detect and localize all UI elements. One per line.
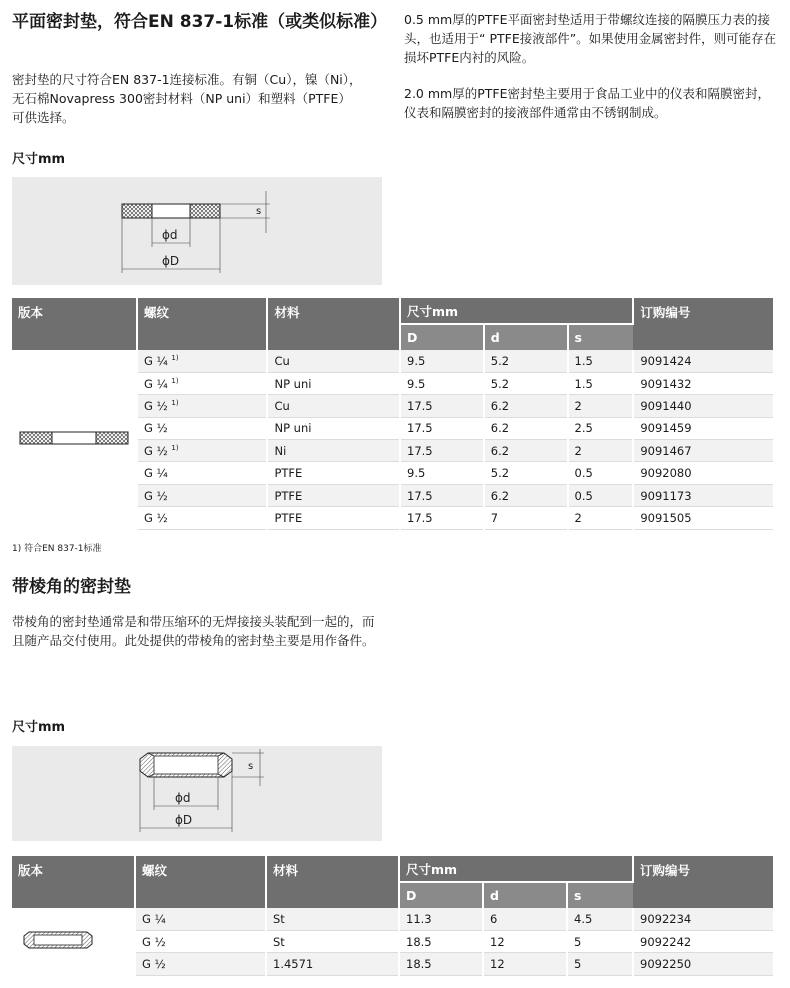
cell-material-value: PTFE bbox=[274, 488, 303, 503]
cell-material-value: St bbox=[273, 934, 285, 949]
footnote-marker: 1) bbox=[171, 399, 179, 408]
cell-d bbox=[484, 507, 568, 529]
cell-d bbox=[484, 440, 568, 462]
cell-material bbox=[267, 440, 400, 462]
cell-order-value: 9091173 bbox=[640, 488, 692, 503]
cell-material-value: St bbox=[273, 911, 285, 926]
cell-d bbox=[484, 395, 568, 417]
cell-thread-value: G ½ bbox=[142, 956, 166, 971]
cell-thread bbox=[135, 930, 266, 952]
cell-order bbox=[633, 484, 773, 506]
cell-s-value: 4.5 bbox=[574, 911, 593, 926]
cell-D-value: 18.5 bbox=[406, 934, 432, 949]
cell-thread-value: G ¼ bbox=[144, 353, 168, 368]
cell-thread-value: G ½ bbox=[144, 510, 168, 525]
header-D: D bbox=[399, 882, 483, 908]
cell-D bbox=[400, 372, 484, 394]
cell-material-value: Cu bbox=[274, 398, 290, 413]
cell-s-value: 2.5 bbox=[574, 421, 593, 436]
cell-s-value: 0.5 bbox=[574, 488, 593, 503]
cell-s-value: 0.5 bbox=[574, 466, 593, 481]
cell-s bbox=[568, 372, 634, 394]
cell-thread bbox=[137, 462, 267, 484]
cell-material bbox=[267, 507, 400, 529]
cell-D-value: 9.5 bbox=[407, 376, 426, 391]
flat-gasket-drawing bbox=[12, 177, 382, 285]
cell-s bbox=[568, 484, 634, 506]
cell-material bbox=[266, 930, 399, 952]
cell-thread-value: G ¼ bbox=[142, 911, 166, 926]
header-s: s bbox=[568, 324, 634, 350]
cell-material-value: PTFE bbox=[274, 510, 303, 525]
cell-material-value: NP uni bbox=[274, 376, 312, 391]
cell-thread-value: G ½ bbox=[142, 934, 166, 949]
cell-d-value: 12 bbox=[490, 934, 505, 949]
cell-material bbox=[267, 350, 400, 372]
flat-gasket-diagram bbox=[12, 177, 382, 285]
section1-dims-label: 尺寸mm bbox=[12, 152, 66, 167]
cell-thread bbox=[135, 908, 266, 930]
chamfered-gasket-s-label: s bbox=[248, 761, 254, 772]
header-order: 订购编号 bbox=[633, 856, 773, 908]
cell-order-value: 9091459 bbox=[640, 421, 692, 436]
cell-thread bbox=[137, 395, 267, 417]
cell-material bbox=[267, 484, 400, 506]
cell-thread-value: G ½ bbox=[144, 488, 168, 503]
cell-d-value: 6 bbox=[490, 911, 498, 926]
header-s: s bbox=[567, 882, 633, 908]
cell-D bbox=[400, 484, 484, 506]
cell-material bbox=[266, 953, 399, 975]
cell-order bbox=[633, 395, 773, 417]
cell-s bbox=[567, 908, 633, 930]
chamfered-gasket-thumbnail bbox=[18, 929, 98, 951]
cell-order-value: 9092080 bbox=[640, 466, 692, 481]
cell-s bbox=[568, 507, 634, 529]
cell-s bbox=[568, 462, 634, 484]
cell-thread bbox=[137, 417, 267, 439]
cell-thread bbox=[137, 507, 267, 529]
flat-gasket-thumbnail bbox=[18, 427, 130, 449]
cell-material bbox=[267, 462, 400, 484]
cell-D bbox=[399, 930, 483, 952]
cell-D bbox=[400, 417, 484, 439]
cell-material bbox=[267, 395, 400, 417]
cell-order-value: 9091505 bbox=[640, 510, 692, 525]
cell-thread bbox=[137, 350, 267, 372]
cell-s-value: 2 bbox=[574, 398, 582, 413]
header-order: 订购编号 bbox=[633, 298, 773, 350]
footnote-marker: 1) bbox=[171, 354, 179, 363]
cell-s-value: 2 bbox=[574, 510, 582, 525]
cell-D-value: 18.5 bbox=[406, 956, 432, 971]
cell-d bbox=[484, 417, 568, 439]
cell-D bbox=[400, 440, 484, 462]
table-row bbox=[12, 908, 773, 930]
cell-d-value: 5.2 bbox=[490, 376, 510, 391]
cell-order bbox=[633, 350, 773, 372]
cell-order-value: 9091424 bbox=[640, 353, 692, 368]
section1-intro: 密封垫的尺寸符合EN 837-1连接标准。有铜（Cu），镍（Ni），无石棉Novapress 300密封材料（NP uni）和塑料（PTFE）可供选择。 bbox=[12, 72, 362, 125]
cell-order bbox=[633, 440, 773, 462]
chamfered-gasket-d-label: ϕd bbox=[175, 791, 191, 805]
cell-thread bbox=[137, 484, 267, 506]
cell-thread-value: G ¼ bbox=[144, 376, 168, 391]
cell-thread bbox=[137, 440, 267, 462]
cell-thread-value: G ½ bbox=[144, 443, 168, 458]
chamfered-gasket-drawing bbox=[12, 746, 382, 841]
cell-d-value: 5.2 bbox=[490, 353, 510, 368]
chamfered-gasket-version-image bbox=[12, 908, 135, 975]
table-row bbox=[12, 350, 773, 372]
cell-d-value: 7 bbox=[490, 510, 499, 525]
cell-d-value: 12 bbox=[490, 956, 505, 971]
flat-gasket-table bbox=[12, 298, 773, 530]
header-thread: 螺纹 bbox=[137, 298, 267, 350]
cell-s bbox=[568, 395, 634, 417]
cell-thread-value: G ½ bbox=[144, 421, 168, 436]
cell-order-value: 9091432 bbox=[640, 376, 692, 391]
header-dims: 尺寸mm bbox=[399, 856, 633, 882]
cell-order bbox=[633, 372, 773, 394]
cell-D bbox=[400, 507, 484, 529]
flat-gasket-d-label: ϕd bbox=[162, 228, 178, 242]
cell-s bbox=[567, 930, 633, 952]
header-thread: 螺纹 bbox=[135, 856, 266, 908]
cell-d-value: 6.2 bbox=[490, 488, 510, 503]
header-material: 材料 bbox=[267, 298, 400, 350]
cell-material-value: Cu bbox=[274, 353, 290, 368]
header-dims: 尺寸mm bbox=[400, 298, 633, 324]
cell-d bbox=[484, 484, 568, 506]
cell-thread-value: G ¼ bbox=[144, 466, 168, 481]
cell-order bbox=[633, 930, 773, 952]
cell-s bbox=[567, 953, 633, 975]
cell-s bbox=[568, 440, 634, 462]
cell-D-value: 17.5 bbox=[407, 443, 433, 458]
cell-material-value: Ni bbox=[274, 443, 287, 458]
header-d: d bbox=[483, 882, 567, 908]
cell-D bbox=[399, 908, 483, 930]
header-version: 版本 bbox=[12, 298, 137, 350]
cell-material-value: NP uni bbox=[274, 421, 312, 436]
header-D: D bbox=[400, 324, 484, 350]
cell-d bbox=[484, 372, 568, 394]
section2-title: 带棱角的密封垫 bbox=[12, 577, 131, 597]
header-version: 版本 bbox=[12, 856, 135, 908]
cell-d-value: 6.2 bbox=[490, 398, 510, 413]
cell-D-value: 17.5 bbox=[407, 510, 433, 525]
cell-d bbox=[484, 462, 568, 484]
cell-s-value: 1.5 bbox=[574, 376, 593, 391]
cell-material bbox=[267, 372, 400, 394]
cell-order-value: 9091467 bbox=[640, 443, 692, 458]
cell-s-value: 5 bbox=[574, 934, 582, 949]
chamfered-gasket-D-label: ϕD bbox=[175, 813, 193, 827]
cell-order-value: 9091440 bbox=[640, 398, 692, 413]
cell-order bbox=[633, 908, 773, 930]
cell-D-value: 9.5 bbox=[407, 353, 426, 368]
cell-material-value: PTFE bbox=[274, 466, 303, 481]
cell-d bbox=[484, 350, 568, 372]
flat-gasket-D-label: ϕD bbox=[162, 254, 180, 268]
flat-gasket-version-image bbox=[12, 350, 137, 529]
cell-D-value: 9.5 bbox=[407, 466, 426, 481]
cell-thread bbox=[135, 953, 266, 975]
header-material: 材料 bbox=[266, 856, 399, 908]
flat-gasket-s-label: s bbox=[256, 206, 262, 217]
cell-s-value: 2 bbox=[574, 443, 582, 458]
chamfered-gasket-table bbox=[12, 856, 773, 976]
footnote: 1) 符合EN 837-1标准 bbox=[12, 544, 102, 554]
cell-s bbox=[568, 417, 634, 439]
cell-thread bbox=[137, 372, 267, 394]
cell-thread-value: G ½ bbox=[144, 398, 168, 413]
section2-dims-label: 尺寸mm bbox=[12, 720, 66, 735]
cell-D-value: 17.5 bbox=[407, 421, 433, 436]
cell-order bbox=[633, 953, 773, 975]
section1-title: 平面密封垫，符合EN 837-1标准（或类似标准） bbox=[12, 12, 388, 32]
footnote-marker: 1) bbox=[171, 376, 179, 385]
section2-intro: 带棱角的密封垫通常是和带压缩环的无焊接接头装配到一起的，而且随产品交付使用。此处提供的带棱角的密封垫主要是用作备件。 bbox=[12, 614, 375, 648]
cell-d bbox=[483, 908, 567, 930]
cell-D bbox=[399, 953, 483, 975]
cell-s-value: 5 bbox=[574, 956, 582, 971]
cell-material bbox=[266, 908, 399, 930]
cell-order-value: 9092250 bbox=[640, 956, 692, 971]
cell-d-value: 5.2 bbox=[490, 466, 510, 481]
section1-right-paragraph-1: 0.5 mm厚的PTFE平面密封垫适用于带螺纹连接的隔膜压力表的接头，也适用于“ PTFE接液部件”。如果使用金属密封件，则可能存在损坏PTFE内衬的风险。 bbox=[404, 12, 777, 65]
chamfered-gasket-diagram bbox=[12, 746, 382, 841]
section1-right-paragraph-2: 2.0 mm厚的PTFE密封垫主要用于食品工业中的仪表和隔膜密封，仪表和隔膜密封的接液部件通常由不锈钢制成。 bbox=[404, 86, 770, 120]
cell-D bbox=[400, 350, 484, 372]
cell-D bbox=[400, 395, 484, 417]
cell-d-value: 6.2 bbox=[490, 443, 510, 458]
cell-order-value: 9092234 bbox=[640, 911, 692, 926]
header-d: d bbox=[484, 324, 568, 350]
cell-s-value: 1.5 bbox=[574, 353, 593, 368]
cell-D-value: 17.5 bbox=[407, 488, 433, 503]
cell-s bbox=[568, 350, 634, 372]
cell-order bbox=[633, 462, 773, 484]
cell-D-value: 17.5 bbox=[407, 398, 433, 413]
cell-material-value: 1.4571 bbox=[273, 956, 314, 971]
cell-d bbox=[483, 953, 567, 975]
cell-D-value: 11.3 bbox=[406, 911, 432, 926]
cell-material bbox=[267, 417, 400, 439]
cell-order bbox=[633, 417, 773, 439]
cell-d bbox=[483, 930, 567, 952]
cell-d-value: 6.2 bbox=[490, 421, 510, 436]
cell-D bbox=[400, 462, 484, 484]
cell-order-value: 9092242 bbox=[640, 934, 692, 949]
footnote-marker: 1) bbox=[171, 443, 179, 452]
cell-order bbox=[633, 507, 773, 529]
